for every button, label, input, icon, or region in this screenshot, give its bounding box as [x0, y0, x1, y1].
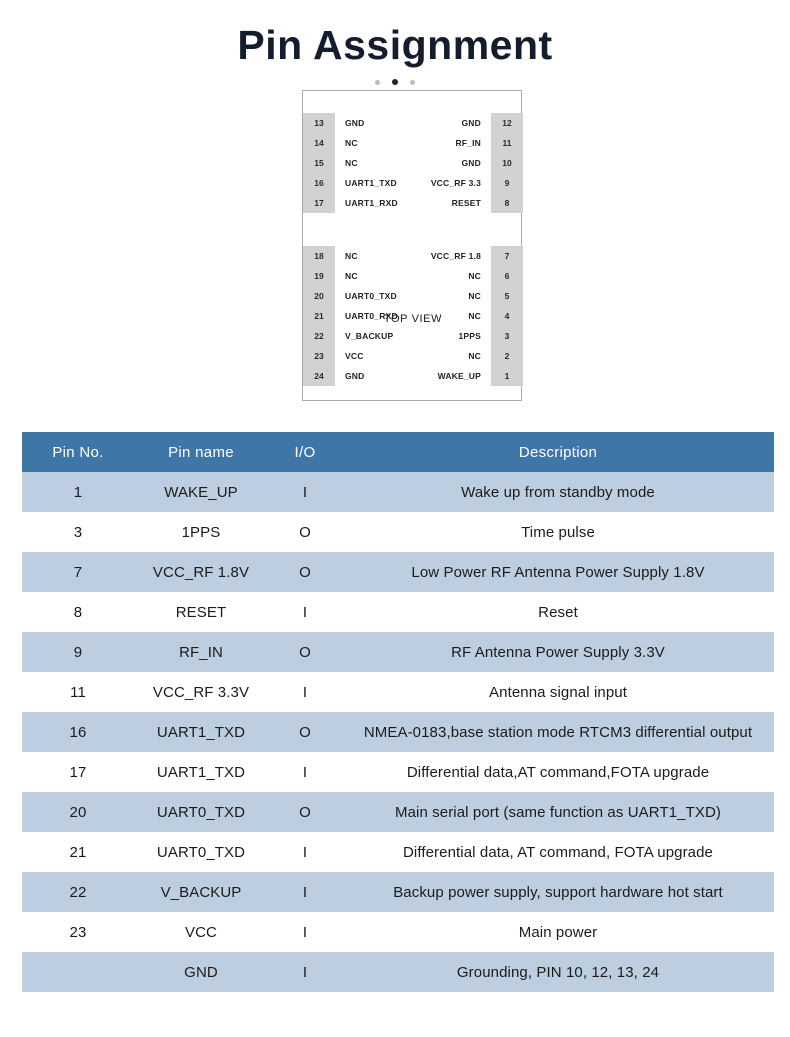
cell-description: NMEA-0183,base station mode RTCM3 differential output: [342, 712, 774, 752]
pin-label-left: UART0_RXD: [345, 311, 398, 321]
separator-dot-1: [375, 80, 380, 85]
table-row: [22, 512, 774, 552]
cell-description: Reset: [342, 592, 774, 632]
pin-pad-left: 24: [303, 366, 335, 386]
pin-diagram-row: [303, 326, 523, 346]
cell-pin-no: 22: [22, 872, 134, 912]
cell-description: Backup power supply, support hardware hot start: [342, 872, 774, 912]
cell-pin-name: VCC_RF 1.8V: [134, 552, 268, 592]
cell-description: RF Antenna Power Supply 3.3V: [342, 632, 774, 672]
pin-pad-left: 21: [303, 306, 335, 326]
pin-diagram-row: [303, 366, 523, 386]
pin-diagram-row: [303, 193, 523, 213]
cell-pin-name: UART1_TXD: [134, 752, 268, 792]
pin-label-right: RF_IN: [455, 138, 481, 148]
table-row: [22, 752, 774, 792]
cell-io: O: [268, 712, 342, 752]
pin-label-right: GND: [461, 118, 481, 128]
pin-label-right: 1PPS: [458, 331, 481, 341]
pin-label-left: UART1_TXD: [345, 178, 397, 188]
cell-pin-name: 1PPS: [134, 512, 268, 552]
cell-pin-no: 8: [22, 592, 134, 632]
pin-label-left: NC: [345, 251, 358, 261]
cell-pin-no: 21: [22, 832, 134, 872]
table-row: [22, 872, 774, 912]
cell-description: Main serial port (same function as UART1_TXD): [342, 792, 774, 832]
cell-pin-no: 7: [22, 552, 134, 592]
cell-description: Differential data, AT command, FOTA upgrade: [342, 832, 774, 872]
cell-io: I: [268, 672, 342, 712]
pin-pad-left: 23: [303, 346, 335, 366]
cell-pin-name: UART1_TXD: [134, 712, 268, 752]
pin-pad-left: 16: [303, 173, 335, 193]
cell-pin-name: WAKE_UP: [134, 472, 268, 512]
pin-label-left: VCC: [345, 351, 364, 361]
cell-pin-name: VCC_RF 3.3V: [134, 672, 268, 712]
pin-label-right: VCC_RF 3.3: [430, 178, 481, 188]
pin-assignment-table: [22, 432, 774, 992]
pin-diagram-row: [303, 133, 523, 153]
column-header-pin-no: Pin No.: [22, 432, 134, 472]
pin-pad-right: 9: [491, 173, 523, 193]
cell-pin-no: 20: [22, 792, 134, 832]
cell-description: Differential data,AT command,FOTA upgrade: [342, 752, 774, 792]
pin-pad-right: 6: [491, 266, 523, 286]
cell-pin-name: VCC: [134, 912, 268, 952]
pin-label-right: NC: [468, 291, 481, 301]
pin-diagram-row: [303, 173, 523, 193]
pin-diagram-row: [303, 286, 523, 306]
table-row: [22, 592, 774, 632]
table-row: [22, 552, 774, 592]
separator-dot-3: [410, 80, 415, 85]
cell-pin-no: 23: [22, 912, 134, 952]
pin-diagram-row: [303, 246, 523, 266]
cell-description: Main power: [342, 912, 774, 952]
pin-label-left: UART1_RXD: [345, 198, 398, 208]
pin-pad-right: 3: [491, 326, 523, 346]
pin-pad-right: 2: [491, 346, 523, 366]
pin-pad-left: 13: [303, 113, 335, 133]
table-row: [22, 832, 774, 872]
cell-pin-name: RESET: [134, 592, 268, 632]
cell-io: I: [268, 912, 342, 952]
cell-io: O: [268, 792, 342, 832]
top-view-label: TOP VIEW: [383, 313, 443, 325]
pin-pad-left: 20: [303, 286, 335, 306]
pin-label-right: NC: [468, 351, 481, 361]
pin-label-right: NC: [468, 311, 481, 321]
pin-pad-right: 4: [491, 306, 523, 326]
pin-pad-right: 12: [491, 113, 523, 133]
pin-label-right: GND: [461, 158, 481, 168]
cell-io: O: [268, 552, 342, 592]
cell-pin-name: UART0_TXD: [134, 832, 268, 872]
pin-diagram-row: [303, 113, 523, 133]
cell-io: O: [268, 512, 342, 552]
cell-pin-no: 11: [22, 672, 134, 712]
pin-pad-left: 22: [303, 326, 335, 346]
pin-label-right: NC: [468, 271, 481, 281]
separator-dot-2-active: [392, 79, 398, 85]
pin-label-right: VCC_RF 1.8: [430, 251, 481, 261]
pin-pad-left: 15: [303, 153, 335, 173]
cell-pin-no: 16: [22, 712, 134, 752]
table-row: [22, 792, 774, 832]
pin-diagram: [302, 90, 522, 401]
table-header-row: [22, 432, 774, 472]
cell-pin-name: RF_IN: [134, 632, 268, 672]
page-title: Pin Assignment: [237, 22, 553, 68]
cell-io: I: [268, 752, 342, 792]
pin-pad-right: 1: [491, 366, 523, 386]
cell-pin-no: [22, 952, 134, 992]
cell-pin-name: GND: [134, 952, 268, 992]
cell-description: Time pulse: [342, 512, 774, 552]
pin-label-left: GND: [345, 371, 365, 381]
pin-label-left: NC: [345, 138, 358, 148]
pin-label-left: NC: [345, 271, 358, 281]
pin-pad-right: 10: [491, 153, 523, 173]
cell-pin-name: V_BACKUP: [134, 872, 268, 912]
pin-label-right: RESET: [451, 198, 481, 208]
cell-description: Grounding, PIN 10, 12, 13, 24: [342, 952, 774, 992]
cell-description: Antenna signal input: [342, 672, 774, 712]
pin-pad-left: 19: [303, 266, 335, 286]
pin-pad-left: 17: [303, 193, 335, 213]
pin-pad-right: 5: [491, 286, 523, 306]
column-header-description: Description: [342, 432, 774, 472]
table-row: [22, 472, 774, 512]
cell-pin-no: 17: [22, 752, 134, 792]
cell-io: I: [268, 952, 342, 992]
table-row: [22, 712, 774, 752]
cell-pin-no: 3: [22, 512, 134, 552]
cell-pin-name: UART0_TXD: [134, 792, 268, 832]
cell-description: Low Power RF Antenna Power Supply 1.8V: [342, 552, 774, 592]
pin-label-left: NC: [345, 158, 358, 168]
cell-pin-no: 1: [22, 472, 134, 512]
pin-pad-left: 18: [303, 246, 335, 266]
pin-pad-right: 7: [491, 246, 523, 266]
cell-io: I: [268, 872, 342, 912]
pin-label-right: WAKE_UP: [437, 371, 481, 381]
pin-diagram-row: [303, 346, 523, 366]
cell-io: I: [268, 592, 342, 632]
column-header-pin-name: Pin name: [134, 432, 268, 472]
cell-io: I: [268, 472, 342, 512]
cell-io: O: [268, 632, 342, 672]
dot-separator: [0, 79, 790, 85]
pin-label-left: V_BACKUP: [345, 331, 394, 341]
pin-label-left: GND: [345, 118, 365, 128]
table-row: [22, 912, 774, 952]
cell-pin-no: 9: [22, 632, 134, 672]
cell-description: Wake up from standby mode: [342, 472, 774, 512]
table-row: [22, 632, 774, 672]
table-row: [22, 952, 774, 992]
cell-io: I: [268, 832, 342, 872]
pin-diagram-row: [303, 266, 523, 286]
pin-label-left: UART0_TXD: [345, 291, 397, 301]
table-row: [22, 672, 774, 712]
pin-pad-left: 14: [303, 133, 335, 153]
pin-diagram-row: [303, 153, 523, 173]
column-header-io: I/O: [268, 432, 342, 472]
pin-pad-right: 11: [491, 133, 523, 153]
pin-pad-right: 8: [491, 193, 523, 213]
